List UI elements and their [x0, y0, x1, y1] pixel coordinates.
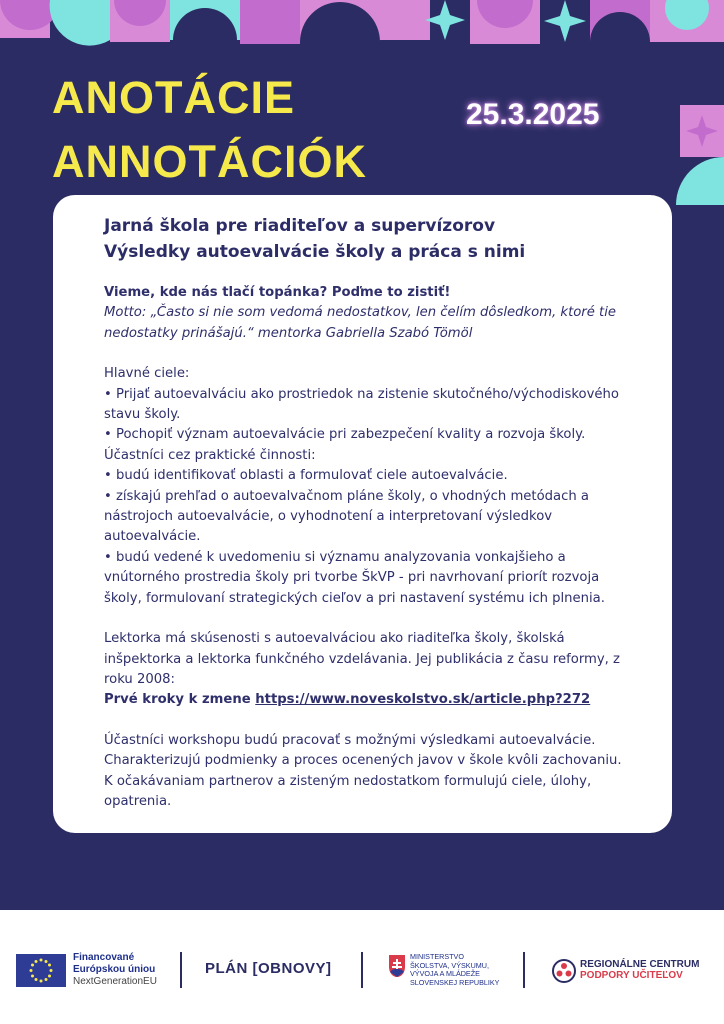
slovak-crest-icon — [388, 954, 406, 978]
goal-item-1: • Prijať autoevalváciu ako prostriedok na zistenie skutočného/východiskového stavu školy. — [104, 386, 619, 423]
card-heading-line-2: Výsledky autoevalvácie školy a práca s nimi — [104, 242, 526, 262]
eu-line-3: NextGenerationEU — [73, 976, 157, 987]
eu-line-1: Financované — [73, 952, 135, 963]
separator — [361, 952, 363, 988]
motto-text: „Často si nie som vedomá nedostatkov, len čelím dôsledkom, ktoré tie nedostatky prinášajú.“ mentorka Gabriella Szabó Tömöl — [104, 305, 616, 341]
event-date: 25.3.2025 — [466, 98, 600, 131]
rcpu-text — [580, 959, 699, 981]
rcpu-line-2: PODPORY UČITEĽOV — [580, 970, 683, 981]
closing-text: Účastníci workshopu budú pracovať s možnými výsledkami autoevalvácie. Charakterizujú podmienky a proces ocenených javov v škole kvôli zachovaniu. K očakávaniam partnerov a zisteným nedostatkom formulujú ciele, úlohy, opatrenia. — [104, 732, 622, 809]
activity-item-3: • budú vedené k uvedomeniu si významu analyzovania vonkajšieho a vnútorného prostredia školy pri tvorbe ŠkVP - pri navrhovaní priorít rozvoja školy, formulovaní strategických cieľov a pri nastavení systému ich plnenia. — [104, 549, 605, 606]
question-line: Vieme, kde nás tlačí topánka? Poďme to zistiť! — [104, 285, 451, 300]
eu-line-2: Európskou úniou — [73, 964, 156, 975]
eu-flag-icon — [16, 954, 66, 987]
activity-item-1: • budú identifikovať oblasti a formulovať ciele autoevalvácie. — [104, 468, 508, 484]
title-line-2: ANNOTÁCIÓK — [52, 136, 367, 187]
rcpu-line-1: REGIONÁLNE CENTRUM — [580, 959, 700, 970]
top-decorative-pattern — [0, 0, 724, 48]
motto-prefix: Motto: — [104, 305, 151, 321]
page-title — [52, 66, 367, 194]
ministry-line-1: MINISTERSTVO — [410, 952, 464, 961]
publication-title: Prvé kroky k zmene — [104, 692, 251, 708]
plan-word: PLÁN — [205, 960, 248, 977]
motto — [104, 303, 624, 344]
activities-title: Účastníci cez praktické činnosti: — [104, 447, 316, 463]
title-line-1: ANOTÁCIE — [52, 72, 295, 123]
goals-title: Hlavné ciele: — [104, 366, 190, 382]
footer-logos — [0, 910, 724, 1024]
content-card — [53, 195, 672, 833]
ministry-text — [410, 953, 499, 987]
publication-link[interactable]: https://www.noveskolstvo.sk/article.php?272 — [255, 692, 591, 708]
rcpu-logo-icon — [551, 958, 577, 984]
eu-funding-text — [73, 952, 157, 988]
card-body — [104, 213, 624, 812]
goal-item-2: • Pochopiť význam autoevalvácie pri zabezpečení kvality a rozvoja školy. — [104, 427, 586, 443]
ministry-line-3: VÝVOJA A MLÁDEŽE — [410, 969, 480, 979]
ministry-line-4: SLOVENSKEJ REPUBLIKY — [410, 977, 500, 987]
separator — [523, 952, 525, 988]
separator — [180, 952, 182, 988]
plan-obnovy-logo: PLÁN [OBNOVY] — [205, 960, 332, 977]
ministry-line-2: ŠKOLSTVA, VÝSKUMU, — [410, 960, 489, 970]
lecturer-text: Lektorka má skúsenosti s autoevalváciou ako riaditeľka školy, školská inšpektorka a lektorka funkčného vzdelávania. Jej publikácia z času reformy, z roku 2008: — [104, 631, 620, 687]
publication-line — [104, 690, 624, 710]
right-decorative-pattern — [664, 95, 724, 205]
activity-item-2: • získajú prehľad o autoevalvačnom pláne školy, o vhodných metódach a nástrojoch autoevalvácie, o vyhodnotení a interpretovaní výsledkov autoevalvácie. — [104, 488, 589, 545]
plan-bracket-word: OBNOVY — [258, 960, 327, 977]
card-heading-line-1: Jarná škola pre riaditeľov a supervízorov — [104, 216, 496, 236]
